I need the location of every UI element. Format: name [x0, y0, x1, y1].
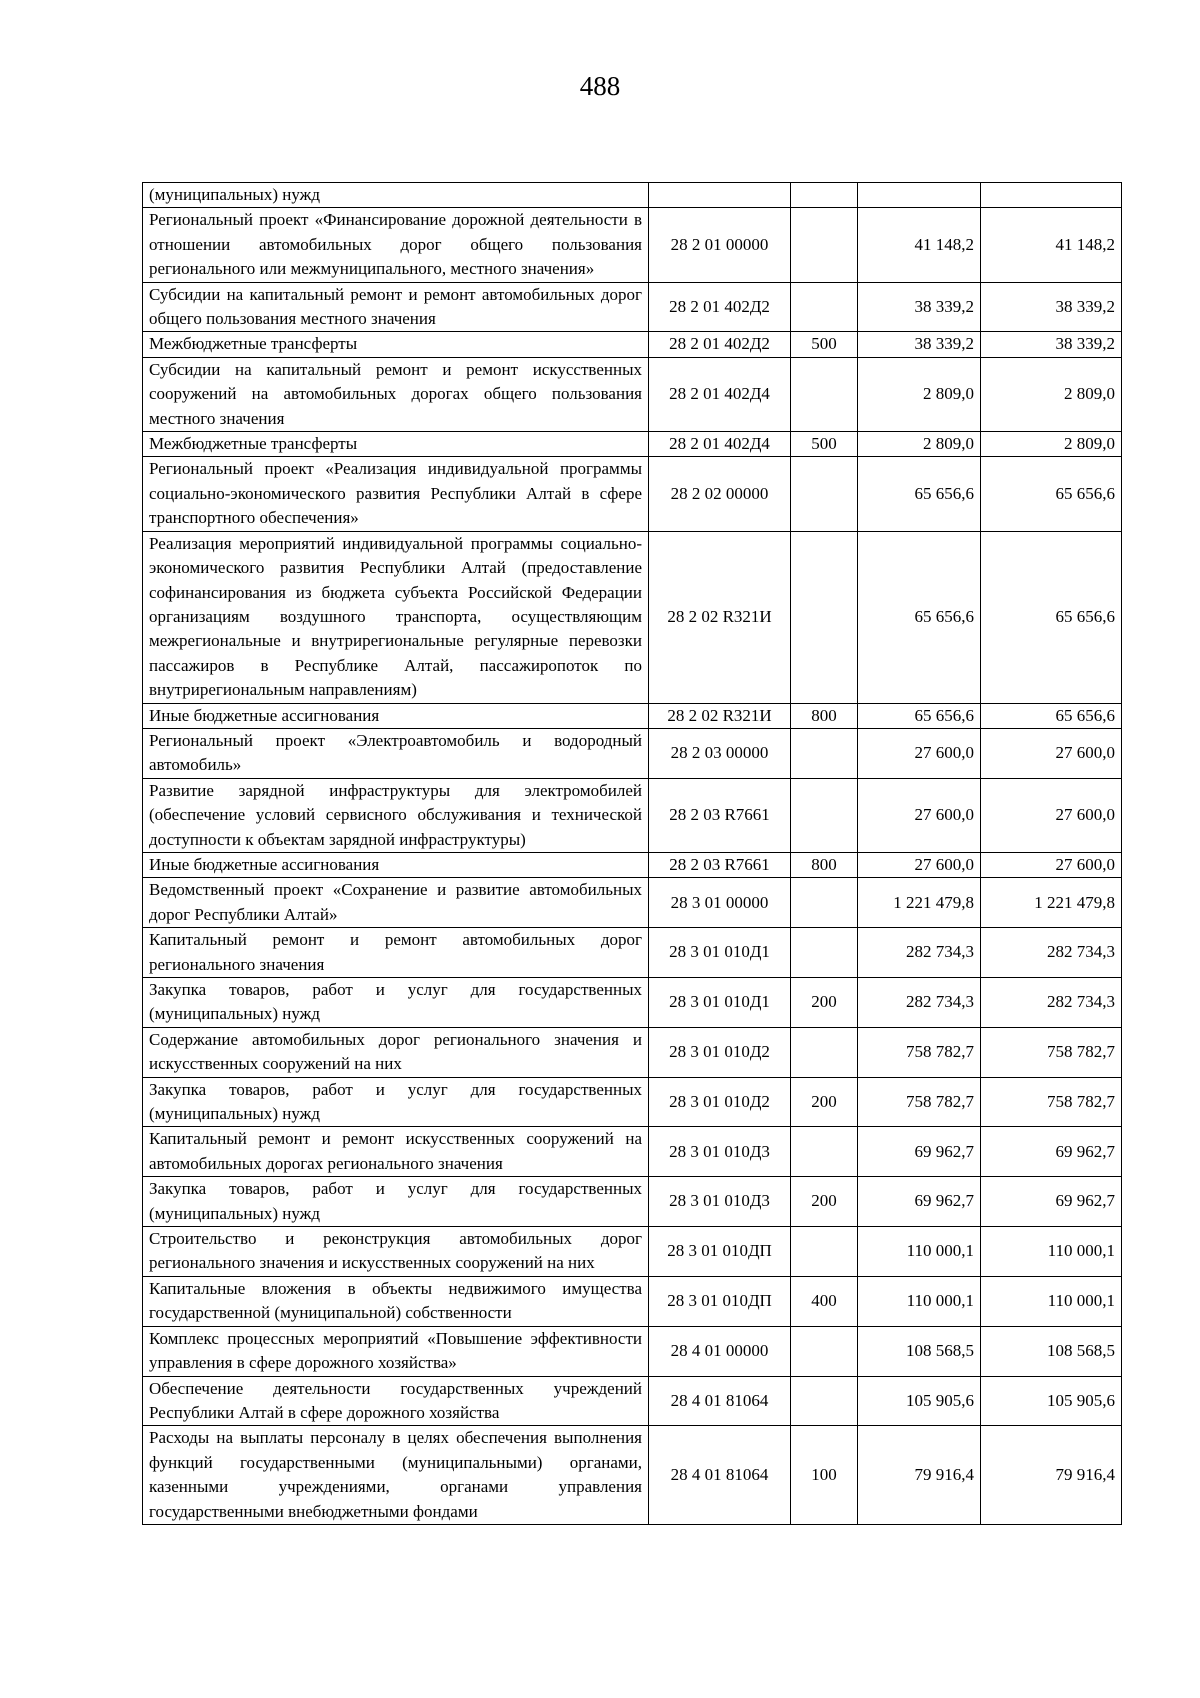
- expense-type-code: [791, 1326, 858, 1376]
- table-row: [143, 332, 1122, 357]
- table-row: [143, 1426, 1122, 1525]
- target-article-code: 28 2 03 R7661: [649, 852, 791, 877]
- expense-type-code: [791, 282, 858, 332]
- page-number: 488: [579, 71, 621, 101]
- expense-item-name: Иные бюджетные ассигнования: [143, 703, 649, 728]
- amount-second-year: 110 000,1: [981, 1227, 1122, 1277]
- table-row: [143, 432, 1122, 457]
- target-article-code: 28 2 01 402Д2: [649, 332, 791, 357]
- target-article-code: 28 2 01 402Д2: [649, 282, 791, 332]
- amount-first-year: 38 339,2: [858, 282, 981, 332]
- target-article-code: 28 3 01 010ДП: [649, 1276, 791, 1326]
- expense-type-code: [791, 531, 858, 703]
- amount-first-year: 105 905,6: [858, 1376, 981, 1426]
- amount-second-year: 110 000,1: [981, 1276, 1122, 1326]
- amount-second-year: 69 962,7: [981, 1177, 1122, 1227]
- expense-item-name: Содержание автомобильных дорог регионального значения и искусственных сооружений на них: [143, 1027, 649, 1077]
- amount-second-year: 282 734,3: [981, 928, 1122, 978]
- target-article-code: 28 3 01 010Д1: [649, 978, 791, 1028]
- expense-item-name: Межбюджетные трансферты: [143, 332, 649, 357]
- expense-item-name: Развитие зарядной инфраструктуры для электромобилей (обеспечение условий сервисного обслуживания и технической доступности к объектам зарядной инфраструктуры): [143, 778, 649, 852]
- amount-first-year: 27 600,0: [858, 778, 981, 852]
- expense-type-code: [791, 778, 858, 852]
- amount-first-year: [858, 183, 981, 208]
- amount-second-year: 758 782,7: [981, 1027, 1122, 1077]
- target-article-code: 28 2 03 R7661: [649, 778, 791, 852]
- amount-second-year: 65 656,6: [981, 703, 1122, 728]
- target-article-code: 28 4 01 81064: [649, 1376, 791, 1426]
- amount-second-year: 758 782,7: [981, 1077, 1122, 1127]
- target-article-code: 28 3 01 010Д2: [649, 1077, 791, 1127]
- amount-first-year: 108 568,5: [858, 1326, 981, 1376]
- budget-table-body: [143, 183, 1122, 1525]
- amount-second-year: 41 148,2: [981, 208, 1122, 282]
- expense-type-code: [791, 1127, 858, 1177]
- target-article-code: 28 4 01 81064: [649, 1426, 791, 1525]
- amount-second-year: 38 339,2: [981, 282, 1122, 332]
- amount-second-year: 69 962,7: [981, 1127, 1122, 1177]
- table-row: [143, 728, 1122, 778]
- amount-second-year: 2 809,0: [981, 432, 1122, 457]
- expense-type-code: [791, 928, 858, 978]
- amount-first-year: 27 600,0: [858, 852, 981, 877]
- target-article-code: 28 2 01 402Д4: [649, 357, 791, 431]
- target-article-code: 28 2 01 402Д4: [649, 432, 791, 457]
- amount-first-year: 27 600,0: [858, 728, 981, 778]
- table-row: [143, 208, 1122, 282]
- amount-first-year: 69 962,7: [858, 1177, 981, 1227]
- budget-table: [142, 182, 1122, 1525]
- table-row: [143, 1177, 1122, 1227]
- table-row: [143, 1227, 1122, 1277]
- expense-type-code: 500: [791, 432, 858, 457]
- table-row: [143, 1276, 1122, 1326]
- amount-first-year: 110 000,1: [858, 1227, 981, 1277]
- amount-first-year: 758 782,7: [858, 1027, 981, 1077]
- target-article-code: 28 2 01 00000: [649, 208, 791, 282]
- amount-second-year: 79 916,4: [981, 1426, 1122, 1525]
- amount-second-year: 2 809,0: [981, 357, 1122, 431]
- amount-second-year: 1 221 479,8: [981, 878, 1122, 928]
- table-row: [143, 457, 1122, 531]
- table-row: [143, 282, 1122, 332]
- amount-first-year: 65 656,6: [858, 703, 981, 728]
- target-article-code: 28 3 01 010Д3: [649, 1127, 791, 1177]
- target-article-code: 28 2 03 00000: [649, 728, 791, 778]
- table-row: [143, 1127, 1122, 1177]
- amount-second-year: 65 656,6: [981, 531, 1122, 703]
- amount-first-year: 282 734,3: [858, 978, 981, 1028]
- expense-item-name: Строительство и реконструкция автомобильных дорог регионального значения и искусственных сооружений на них: [143, 1227, 649, 1277]
- expense-item-name: Закупка товаров, работ и услуг для государственных (муниципальных) нужд: [143, 1177, 649, 1227]
- amount-second-year: 105 905,6: [981, 1376, 1122, 1426]
- target-article-code: [649, 183, 791, 208]
- expense-item-name: Закупка товаров, работ и услуг для государственных (муниципальных) нужд: [143, 978, 649, 1028]
- amount-second-year: 38 339,2: [981, 332, 1122, 357]
- expense-item-name: Межбюджетные трансферты: [143, 432, 649, 457]
- amount-first-year: 69 962,7: [858, 1127, 981, 1177]
- amount-second-year: 65 656,6: [981, 457, 1122, 531]
- amount-first-year: 2 809,0: [858, 357, 981, 431]
- table-row: [143, 1027, 1122, 1077]
- expense-item-name: Субсидии на капитальный ремонт и ремонт искусственных сооружений на автомобильных дорогах общего пользования местного значения: [143, 357, 649, 431]
- expense-type-code: 200: [791, 978, 858, 1028]
- expense-item-name: Реализация мероприятий индивидуальной программы социально-экономического развития Республики Алтай (предоставление софинансирования из бюджета субъекта Российской Федерации организациям воздушного транспорта, осуществляющим межрегиональные и внутрирегиональные регулярные перевозки пассажиров в Республике Алтай, пассажиропоток по внутрирегиональным направлениям): [143, 531, 649, 703]
- target-article-code: 28 2 02 00000: [649, 457, 791, 531]
- table-row: [143, 531, 1122, 703]
- expense-item-name: Иные бюджетные ассигнования: [143, 852, 649, 877]
- table-row: [143, 928, 1122, 978]
- expense-type-code: [791, 1027, 858, 1077]
- expense-type-code: 200: [791, 1177, 858, 1227]
- expense-type-code: 800: [791, 703, 858, 728]
- target-article-code: 28 3 01 010Д1: [649, 928, 791, 978]
- amount-first-year: 2 809,0: [858, 432, 981, 457]
- amount-first-year: 282 734,3: [858, 928, 981, 978]
- expense-item-name: Закупка товаров, работ и услуг для государственных (муниципальных) нужд: [143, 1077, 649, 1127]
- amount-first-year: 41 148,2: [858, 208, 981, 282]
- expense-item-name: Капитальные вложения в объекты недвижимого имущества государственной (муниципальной) собственности: [143, 1276, 649, 1326]
- expense-type-code: 500: [791, 332, 858, 357]
- target-article-code: 28 3 01 010ДП: [649, 1227, 791, 1277]
- amount-first-year: 1 221 479,8: [858, 878, 981, 928]
- expense-item-name: Обеспечение деятельности государственных учреждений Республики Алтай в сфере дорожного хозяйства: [143, 1376, 649, 1426]
- target-article-code: 28 3 01 010Д2: [649, 1027, 791, 1077]
- expense-item-name: Капитальный ремонт и ремонт автомобильных дорог регионального значения: [143, 928, 649, 978]
- amount-first-year: 65 656,6: [858, 531, 981, 703]
- table-row: [143, 1326, 1122, 1376]
- amount-second-year: 282 734,3: [981, 978, 1122, 1028]
- amount-second-year: 27 600,0: [981, 778, 1122, 852]
- expense-type-code: 800: [791, 852, 858, 877]
- expense-type-code: [791, 728, 858, 778]
- expense-item-name: Региональный проект «Электроавтомобиль и водородный автомобиль»: [143, 728, 649, 778]
- expense-type-code: [791, 208, 858, 282]
- table-row: [143, 183, 1122, 208]
- expense-type-code: [791, 183, 858, 208]
- target-article-code: 28 3 01 00000: [649, 878, 791, 928]
- expense-item-name: Субсидии на капитальный ремонт и ремонт автомобильных дорог общего пользования местного значения: [143, 282, 649, 332]
- amount-first-year: 38 339,2: [858, 332, 981, 357]
- table-row: [143, 1376, 1122, 1426]
- target-article-code: 28 3 01 010Д3: [649, 1177, 791, 1227]
- amount-first-year: 110 000,1: [858, 1276, 981, 1326]
- target-article-code: 28 2 02 R321И: [649, 703, 791, 728]
- target-article-code: 28 2 02 R321И: [649, 531, 791, 703]
- table-row: [143, 357, 1122, 431]
- expense-type-code: [791, 357, 858, 431]
- amount-first-year: 758 782,7: [858, 1077, 981, 1127]
- table-row: [143, 1077, 1122, 1127]
- expense-type-code: [791, 1227, 858, 1277]
- table-row: [143, 778, 1122, 852]
- amount-second-year: [981, 183, 1122, 208]
- expense-item-name: Комплекс процессных мероприятий «Повышение эффективности управления в сфере дорожного хозяйства»: [143, 1326, 649, 1376]
- amount-second-year: 108 568,5: [981, 1326, 1122, 1376]
- amount-first-year: 65 656,6: [858, 457, 981, 531]
- amount-first-year: 79 916,4: [858, 1426, 981, 1525]
- expense-item-name: Капитальный ремонт и ремонт искусственных сооружений на автомобильных дорогах регионального значения: [143, 1127, 649, 1177]
- expense-item-name: Региональный проект «Финансирование дорожной деятельности в отношении автомобильных дорог общего пользования регионального или межмуниципального, местного значения»: [143, 208, 649, 282]
- expense-type-code: 100: [791, 1426, 858, 1525]
- expense-item-name: Региональный проект «Реализация индивидуальной программы социально-экономического развития Республики Алтай в сфере транспортного обеспечения»: [143, 457, 649, 531]
- table-row: [143, 878, 1122, 928]
- amount-second-year: 27 600,0: [981, 852, 1122, 877]
- expense-item-name: (муниципальных) нужд: [143, 183, 649, 208]
- target-article-code: 28 4 01 00000: [649, 1326, 791, 1376]
- table-row: [143, 703, 1122, 728]
- expense-item-name: Ведомственный проект «Сохранение и развитие автомобильных дорог Республики Алтай»: [143, 878, 649, 928]
- expense-type-code: 200: [791, 1077, 858, 1127]
- expense-type-code: 400: [791, 1276, 858, 1326]
- table-row: [143, 852, 1122, 877]
- expense-type-code: [791, 457, 858, 531]
- expense-item-name: Расходы на выплаты персоналу в целях обеспечения выполнения функций государственными (муниципальными) органами, казенными учреждениями, органами управления государственными внебюджетными фондами: [143, 1426, 649, 1525]
- amount-second-year: 27 600,0: [981, 728, 1122, 778]
- expense-type-code: [791, 878, 858, 928]
- table-row: [143, 978, 1122, 1028]
- expense-type-code: [791, 1376, 858, 1426]
